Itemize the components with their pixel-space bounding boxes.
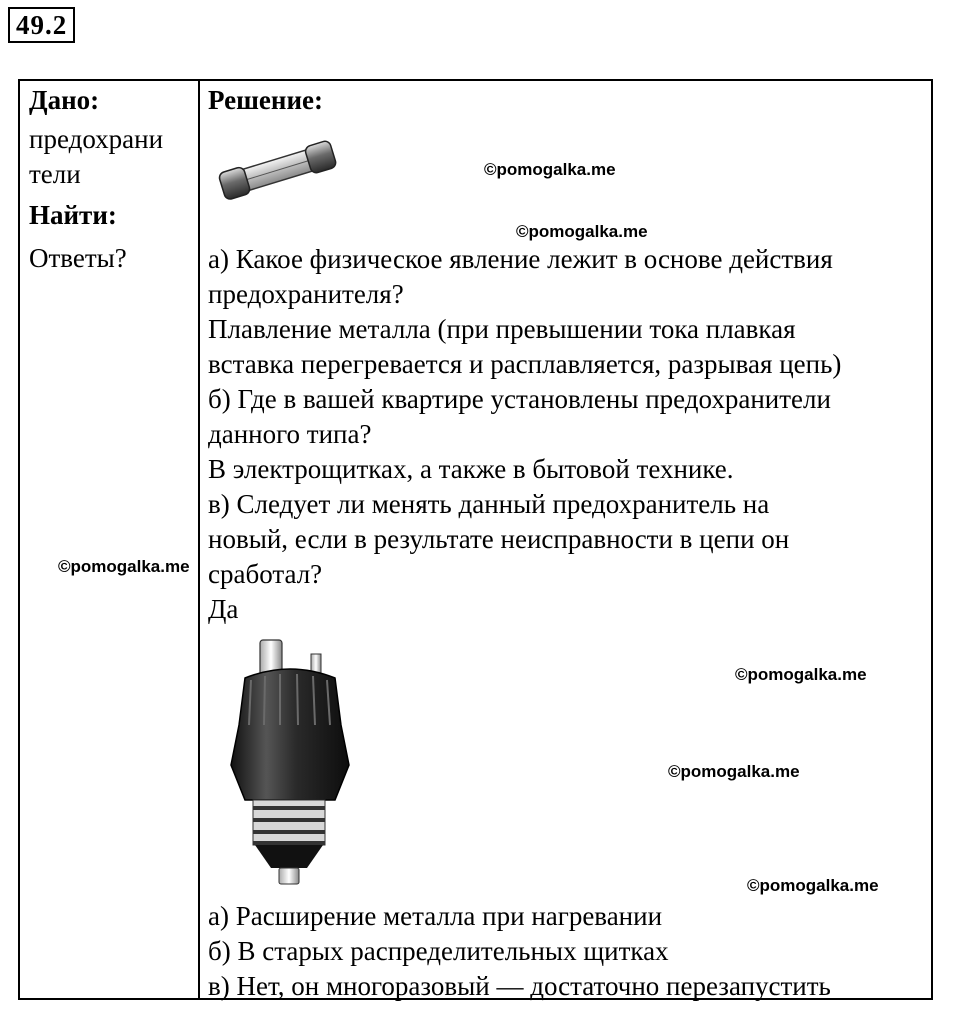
screw-plug-fuse-icon bbox=[225, 630, 355, 890]
watermark: ©pomogalka.me bbox=[484, 160, 616, 179]
solution-heading: Решение: bbox=[208, 85, 323, 115]
solution-line: в) Следует ли менять данный предохранитель на bbox=[208, 489, 770, 519]
given-heading: Дано: bbox=[29, 85, 100, 115]
cartridge-fuse-icon bbox=[198, 122, 353, 222]
solution-line: вставка перегревается и расплавляется, разрывая цепь) bbox=[208, 349, 842, 379]
solution-line: б) Где в вашей квартире установлены предохранители bbox=[208, 384, 831, 414]
watermark: ©pomogalka.me bbox=[668, 762, 800, 781]
solution-line: Да bbox=[208, 594, 239, 624]
solution-line: а) Какое физическое явление лежит в основе действия bbox=[208, 244, 833, 274]
watermark: ©pomogalka.me bbox=[58, 557, 190, 576]
answer-line: а) Расширение металла при нагревании bbox=[208, 901, 663, 931]
solution-line: новый, если в результате неисправности в цепи он bbox=[208, 524, 790, 554]
solution-text-block-2 bbox=[208, 899, 831, 1004]
solution-text-block-1 bbox=[208, 242, 841, 627]
solution-line: предохранителя? bbox=[208, 279, 404, 309]
watermark: ©pomogalka.me bbox=[747, 876, 879, 895]
find-heading: Найти: bbox=[29, 200, 117, 230]
watermark: ©pomogalka.me bbox=[735, 665, 867, 684]
given-item-line2: тели bbox=[29, 159, 81, 189]
solution-line: сработал? bbox=[208, 559, 323, 589]
problem-table bbox=[18, 79, 933, 1000]
watermark: ©pomogalka.me bbox=[516, 222, 648, 241]
problem-number: 49.2 bbox=[8, 7, 75, 43]
answer-line: в) Нет, он многоразовый — достаточно перезапустить bbox=[208, 971, 831, 1001]
find-item: Ответы? bbox=[29, 243, 127, 273]
given-column bbox=[29, 81, 197, 276]
solution-line: данного типа? bbox=[208, 419, 372, 449]
given-item-line1: предохрани bbox=[29, 124, 164, 154]
answer-line: б) В старых распределительных щитках bbox=[208, 936, 669, 966]
solution-line: Плавление металла (при превышении тока плавкая bbox=[208, 314, 796, 344]
solution-line: В электрощитках, а также в бытовой технике. bbox=[208, 454, 734, 484]
